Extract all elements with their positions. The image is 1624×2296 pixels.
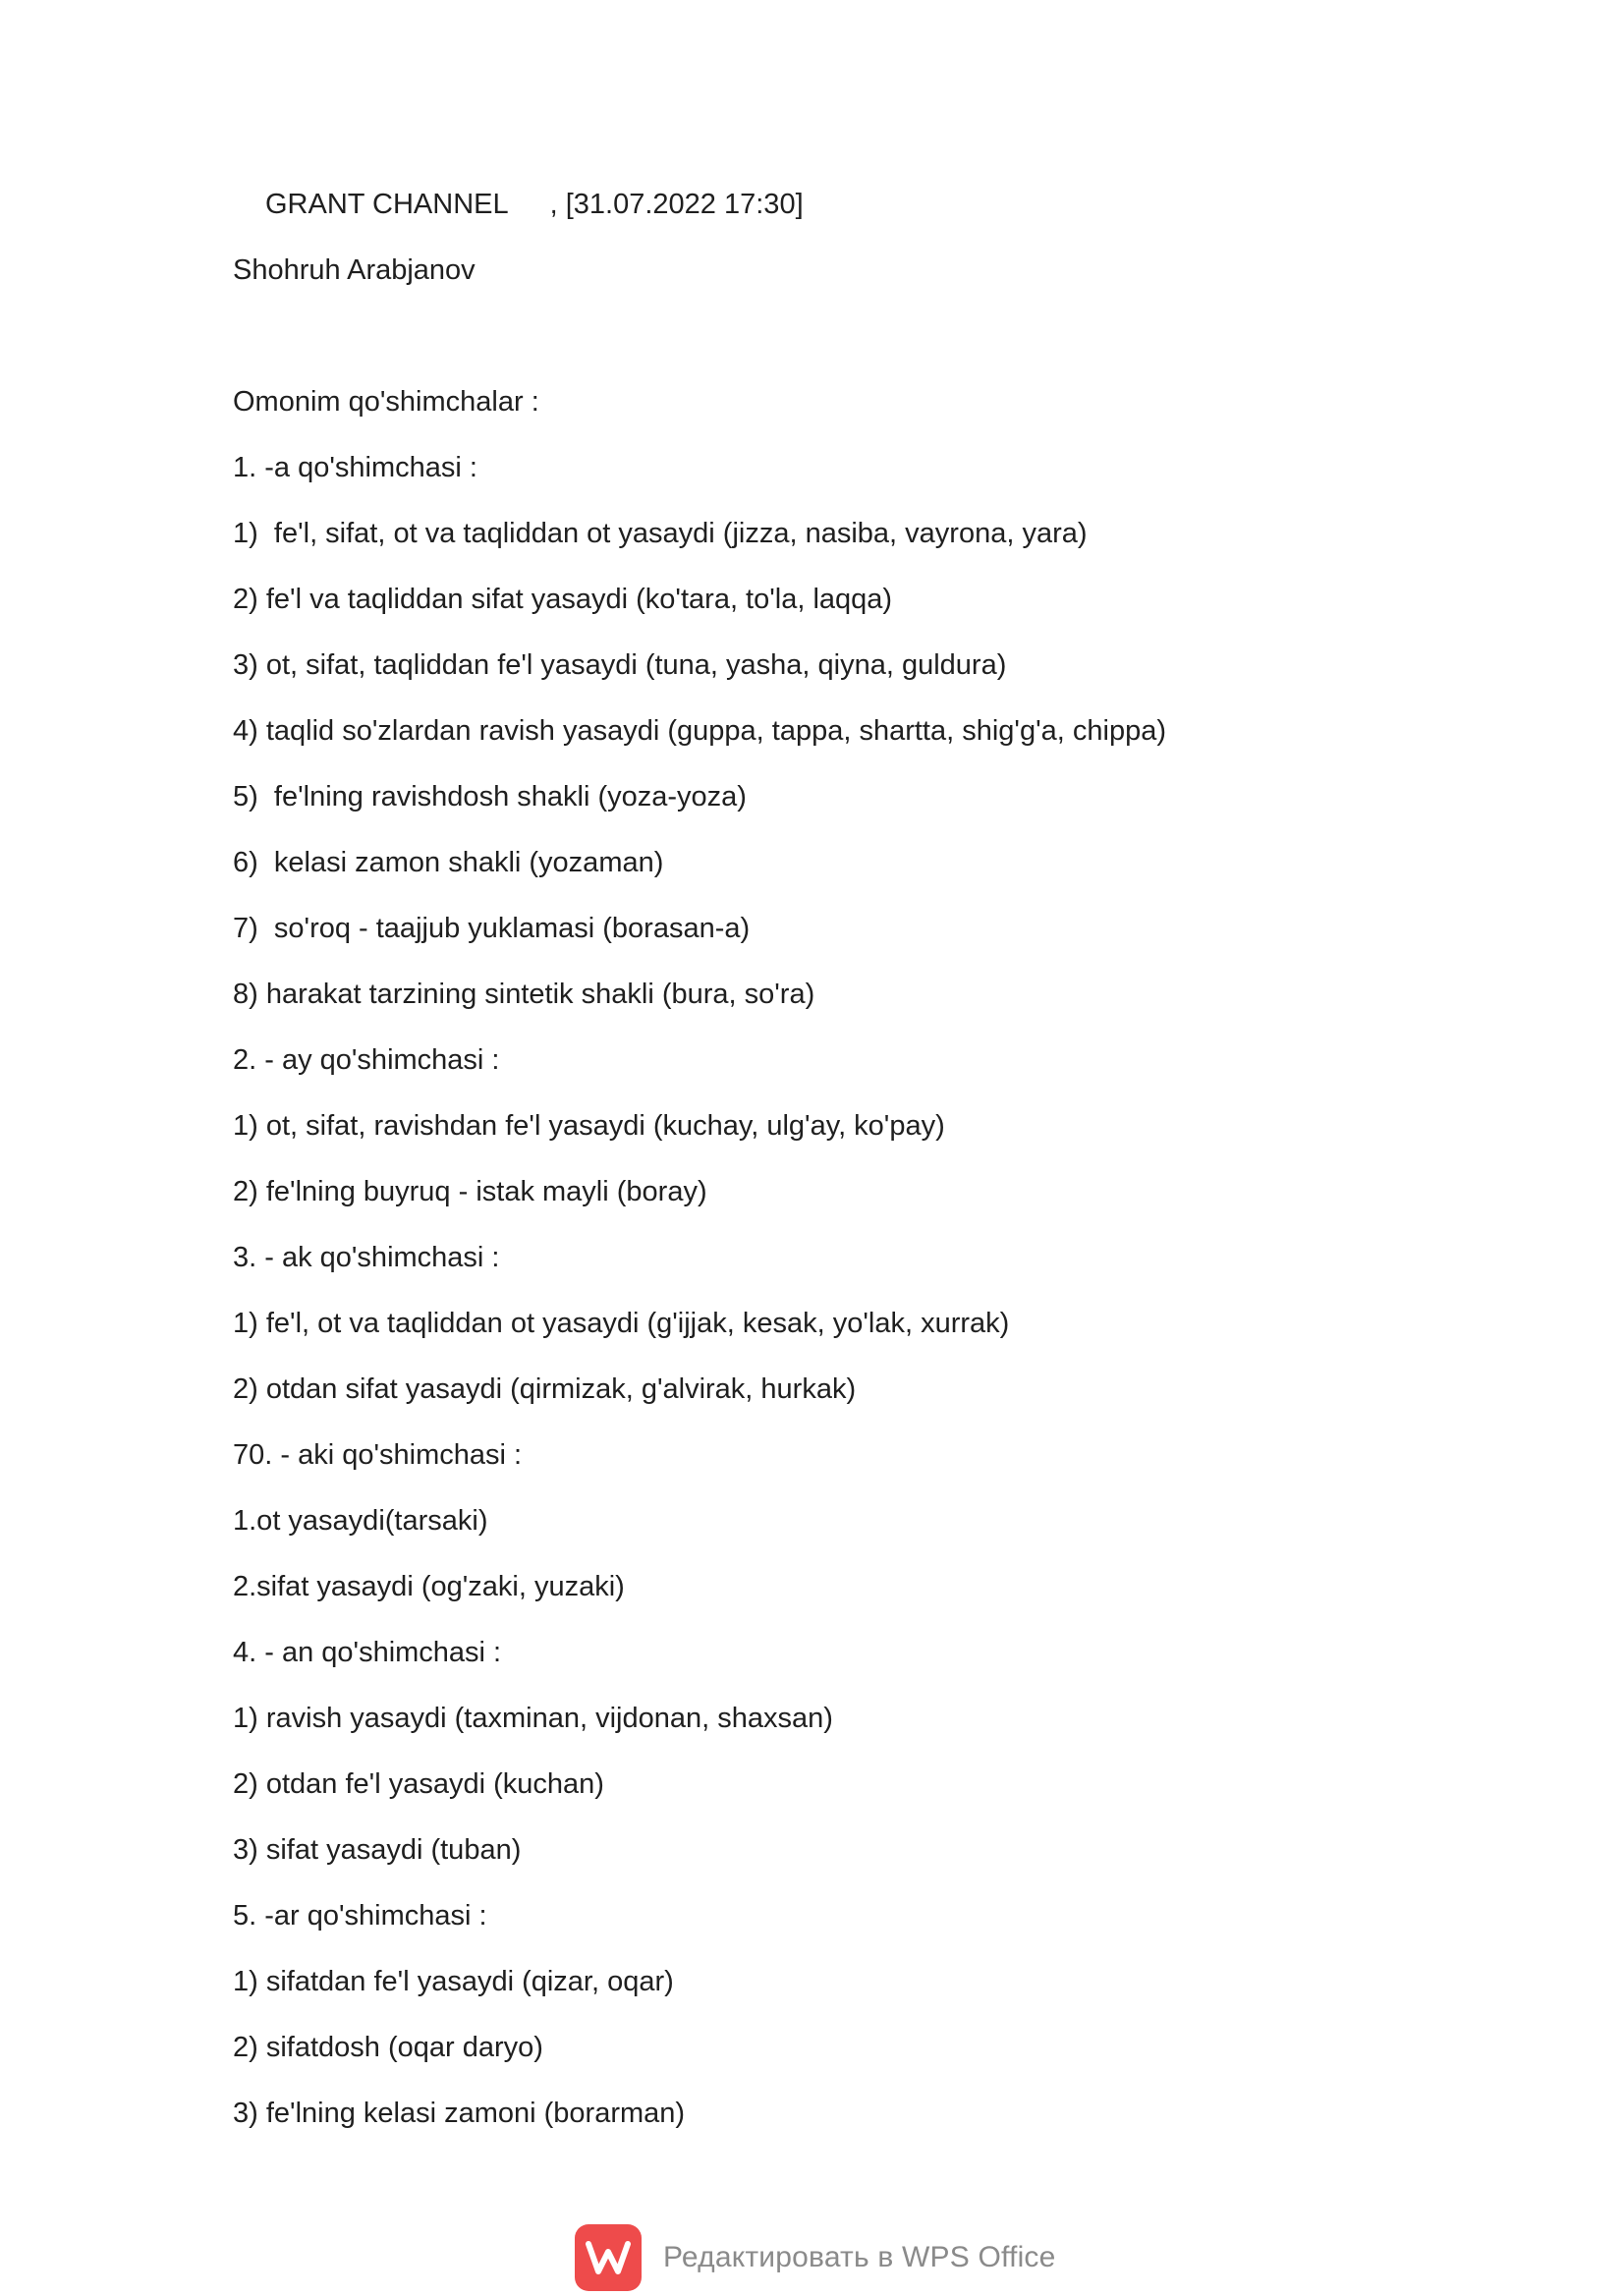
message-header xyxy=(265,185,804,224)
document-body xyxy=(233,382,1166,2159)
text-line: 1) fe'l, ot va taqliddan ot yasaydi (g'ijjak, kesak, yo'lak, xurrak) xyxy=(233,1308,1010,1339)
wps-edit-banner[interactable] xyxy=(575,2224,1056,2291)
text-line: 1) ot, sifat, ravishdan fe'l yasaydi (kuchay, ulg'ay, ko'pay) xyxy=(233,1110,945,1142)
text-line: 2) fe'l va taqliddan sifat yasaydi (ko'tara, to'la, laqqa) xyxy=(233,584,893,615)
text-line: 4. - an qo'shimchasi : xyxy=(233,1637,502,1668)
text-line: 3) fe'lning kelasi zamoni (borarman) xyxy=(233,2098,686,2129)
text-line: 1) fe'l, sifat, ot va taqliddan ot yasaydi (jizza, nasiba, vayrona, yara) xyxy=(233,518,1088,549)
section-title: Omonim qo'shimchalar : xyxy=(233,386,539,418)
text-line: 8) harakat tarzining sintetik shakli (bura, so'ra) xyxy=(233,979,815,1010)
text-line: 4) taqlid so'zlardan ravish yasaydi (guppa, tappa, shartta, shig'g'a, chippa) xyxy=(233,715,1166,747)
text-line: 5) fe'lning ravishdosh shakli (yoza-yoza) xyxy=(233,781,747,812)
text-line: 1.ot yasaydi(tarsaki) xyxy=(233,1505,488,1537)
text-line: 2) sifatdosh (oqar daryo) xyxy=(233,2032,543,2063)
message-timestamp: , [31.07.2022 17:30] xyxy=(549,189,804,220)
text-line: 2. - ay qo'shimchasi : xyxy=(233,1044,500,1076)
text-line: 1) ravish yasaydi (taxminan, vijdonan, shaxsan) xyxy=(233,1703,833,1734)
text-line: 5. -ar qo'shimchasi : xyxy=(233,1900,487,1932)
text-line: 70. - aki qo'shimchasi : xyxy=(233,1439,523,1471)
text-line: 7) so'roq - taajjub yuklamasi (borasan-a) xyxy=(233,913,751,944)
wps-logo-glyph xyxy=(586,2238,631,2277)
text-line: 2) otdan fe'l yasaydi (kuchan) xyxy=(233,1768,604,1800)
text-line: 2) fe'lning buyruq - istak mayli (boray) xyxy=(233,1176,707,1207)
text-line: 1. -a qo'shimchasi : xyxy=(233,452,477,483)
text-line: 1) sifatdan fe'l yasaydi (qizar, oqar) xyxy=(233,1966,674,1997)
wps-office-logo-icon[interactable] xyxy=(575,2224,642,2291)
text-line: 2.sifat yasaydi (og'zaki, yuzaki) xyxy=(233,1571,625,1602)
text-line: 3) ot, sifat, taqliddan fe'l yasaydi (tuna, yasha, qiyna, guldura) xyxy=(233,649,1007,681)
author-name: Shohruh Arabjanov xyxy=(233,254,476,286)
channel-name: GRANT CHANNEL xyxy=(265,189,509,220)
wps-edit-link[interactable]: Редактировать в WPS Office xyxy=(663,2241,1056,2273)
text-line: 6) kelasi zamon shakli (yozaman) xyxy=(233,847,664,878)
text-line: 2) otdan sifat yasaydi (qirmizak, g'alvirak, hurkak) xyxy=(233,1373,857,1405)
text-line: 3. - ak qo'shimchasi : xyxy=(233,1242,500,1273)
text-line: 3) sifat yasaydi (tuban) xyxy=(233,1834,522,1866)
